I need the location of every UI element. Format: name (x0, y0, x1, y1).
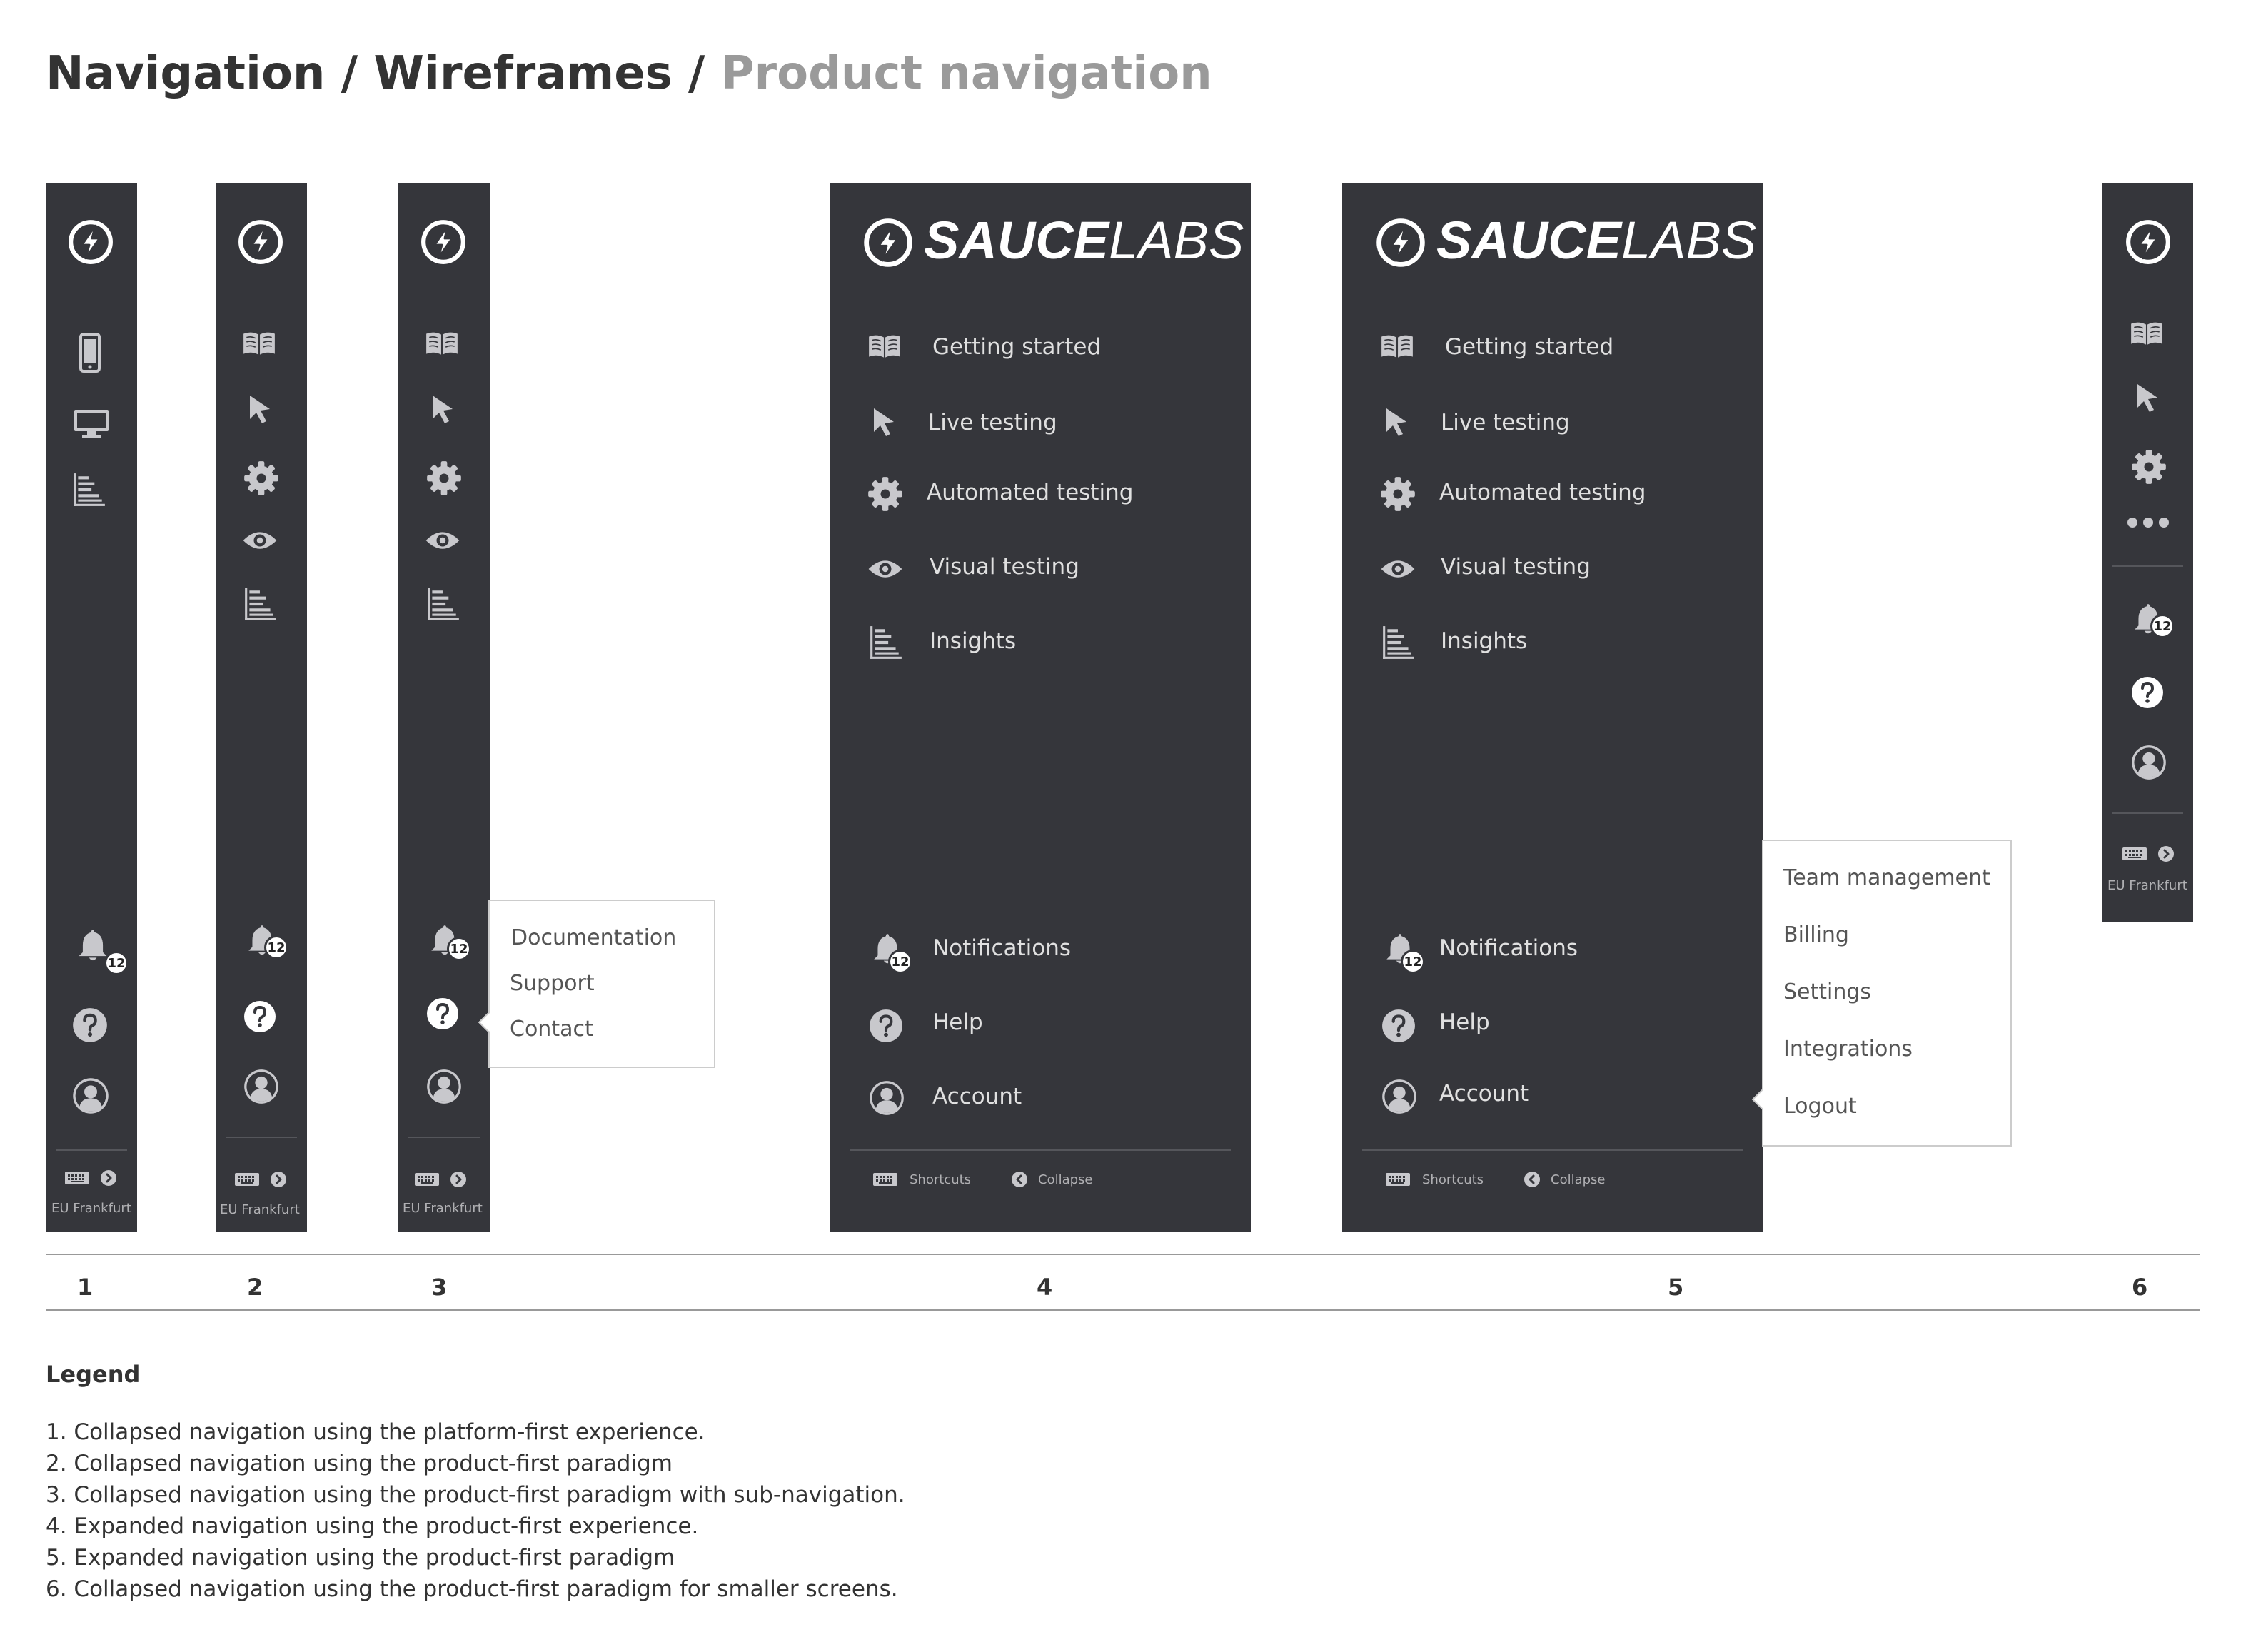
panel-number-2: 2 (247, 1274, 263, 1301)
help-menu-item-contact[interactable]: Contact (510, 1017, 593, 1042)
nav-item-label: Account (932, 1084, 1022, 1109)
legend-item: 4. Expanded navigation using the product-first experience. (46, 1514, 699, 1539)
help-menu-item-documentation[interactable]: Documentation (511, 925, 677, 950)
sauce-logo-icon[interactable] (67, 218, 114, 266)
keyboard-shortcuts-icon[interactable] (234, 1171, 260, 1188)
chart-icon (868, 624, 904, 661)
nav-item-label: Insights (1441, 628, 1528, 654)
getting-started-book-icon[interactable] (2129, 320, 2165, 347)
help-icon (868, 1008, 904, 1044)
sauce-logo-icon[interactable] (862, 217, 914, 268)
nav-divider (2112, 565, 2183, 567)
help-icon[interactable] (425, 997, 460, 1031)
collapse-label: Collapse (1551, 1172, 1606, 1187)
footer-divider (56, 1149, 127, 1151)
account-icon[interactable] (425, 1068, 463, 1105)
account-menu-item-logout[interactable]: Logout (1783, 1094, 1857, 1119)
region-label[interactable]: EU Frankfurt (220, 1202, 300, 1217)
account-icon (868, 1079, 905, 1117)
book-icon (1379, 333, 1415, 360)
sauce-logo-icon[interactable] (420, 218, 467, 266)
nav-panel-3 (398, 183, 490, 1232)
panel-number-5: 5 (1668, 1274, 1684, 1301)
legend-item: 2. Collapsed navigation using the product-first paradigm (46, 1451, 673, 1476)
notification-count-badge: 12 (264, 935, 288, 960)
footer-divider (226, 1137, 297, 1138)
visual-testing-eye-icon[interactable] (424, 528, 461, 553)
nav-item-label: Live testing (1441, 410, 1570, 435)
numbers-top-rule (46, 1254, 2200, 1255)
help-menu-item-support[interactable]: Support (510, 971, 595, 996)
expand-chevron-icon[interactable] (100, 1169, 117, 1187)
legend-item: 3. Collapsed navigation using the product-first paradigm with sub-navigation. (46, 1482, 905, 1508)
account-menu-item-billing[interactable]: Billing (1783, 922, 1849, 947)
region-label[interactable]: EU Frankfurt (51, 1201, 131, 1216)
notification-count-badge: 12 (2150, 614, 2175, 638)
sauce-labs-wordmark (924, 210, 1244, 271)
nav-item-label: Help (932, 1009, 983, 1035)
panel-number-4: 4 (1037, 1274, 1053, 1301)
cursor-icon (870, 406, 898, 438)
legend-list (46, 1416, 905, 1605)
sauce-logo-icon[interactable] (237, 218, 284, 266)
automated-testing-gear-icon[interactable] (243, 460, 280, 497)
wordmark-bold: SAUCE (1436, 211, 1622, 270)
gear-icon (1379, 475, 1416, 513)
nav-item-label: Notifications (932, 935, 1072, 961)
keyboard-shortcuts-icon[interactable] (2122, 845, 2147, 862)
nav-item-label: Getting started (932, 334, 1102, 360)
collapse-chevron-icon (1011, 1171, 1028, 1188)
desktop-icon[interactable] (73, 408, 110, 440)
insights-icon[interactable] (71, 471, 107, 508)
account-menu-item-settings[interactable]: Settings (1783, 979, 1872, 1004)
panel-number-3: 3 (431, 1274, 448, 1301)
legend-item: 6. Collapsed navigation using the product-first paradigm for smaller screens. (46, 1576, 898, 1602)
more-icon[interactable] (2125, 515, 2172, 530)
help-icon (1381, 1008, 1416, 1044)
notification-count-badge: 12 (888, 950, 912, 974)
collapse-label: Collapse (1038, 1172, 1093, 1187)
account-submenu (1762, 840, 2012, 1147)
help-submenu (488, 900, 715, 1068)
numbers-bottom-rule (46, 1309, 2200, 1311)
legend-item: 5. Expanded navigation using the product-first paradigm (46, 1545, 675, 1571)
shortcuts-label: Shortcuts (1422, 1172, 1484, 1187)
region-label[interactable]: EU Frankfurt (403, 1201, 483, 1216)
region-label[interactable]: EU Frankfurt (2107, 878, 2187, 893)
live-testing-cursor-icon[interactable] (2133, 381, 2162, 414)
chart-icon (1381, 624, 1416, 661)
visual-testing-eye-icon[interactable] (241, 528, 278, 553)
footer-divider (2112, 812, 2183, 814)
nav-item-label: Automated testing (1439, 480, 1646, 505)
nav-item-label: Getting started (1445, 334, 1614, 360)
expand-chevron-icon[interactable] (2157, 845, 2175, 862)
nav-item-label: Help (1439, 1009, 1490, 1035)
insights-icon[interactable] (243, 585, 278, 623)
nav-item-label: Automated testing (927, 480, 1134, 505)
footer-divider (1362, 1149, 1743, 1151)
notification-count-badge: 12 (447, 937, 471, 961)
keyboard-icon (1385, 1171, 1411, 1188)
title-breadcrumb: Navigation / Wireframes / (46, 47, 721, 100)
live-testing-cursor-icon[interactable] (428, 393, 457, 425)
sauce-logo-icon[interactable] (2125, 218, 2172, 266)
help-icon[interactable] (2130, 675, 2165, 710)
nav-panel-2 (216, 183, 307, 1232)
page-title (46, 47, 1212, 100)
title-current: Product navigation (720, 47, 1212, 100)
expand-chevron-icon[interactable] (450, 1171, 467, 1188)
nav-item-label: Live testing (928, 410, 1057, 435)
nav-panel-1 (46, 183, 137, 1232)
account-icon[interactable] (2130, 744, 2167, 781)
legend-title: Legend (46, 1361, 141, 1388)
nav-item-label: Visual testing (930, 554, 1079, 580)
keyboard-shortcuts-icon[interactable] (414, 1171, 440, 1188)
keyboard-shortcuts-icon[interactable] (64, 1169, 90, 1187)
nav-panel-5 (1342, 183, 1763, 1232)
account-icon[interactable] (243, 1068, 280, 1105)
help-icon[interactable] (71, 1007, 109, 1044)
footer-divider (408, 1137, 480, 1138)
shortcuts-label: Shortcuts (910, 1172, 972, 1187)
wordmark-light: LABS (1109, 211, 1244, 270)
mobile-icon[interactable] (79, 333, 101, 373)
expand-chevron-icon[interactable] (270, 1171, 287, 1188)
getting-started-book-icon[interactable] (241, 330, 277, 357)
sauce-logo-icon[interactable] (1375, 217, 1426, 268)
wordmark-bold: SAUCE (924, 211, 1109, 270)
nav-item-label: Notifications (1439, 935, 1578, 961)
account-icon (1381, 1078, 1418, 1115)
keyboard-icon (872, 1171, 898, 1188)
panel-number-6: 6 (2132, 1274, 2148, 1301)
notification-count-badge: 12 (104, 951, 129, 975)
nav-item-label: Insights (930, 628, 1017, 654)
account-menu-item-team-management[interactable]: Team management (1783, 865, 1990, 890)
notification-count-badge: 12 (1401, 950, 1425, 974)
cursor-icon (1382, 406, 1411, 438)
automated-testing-gear-icon[interactable] (425, 460, 463, 497)
legend-item: 1. Collapsed navigation using the platform-first experience. (46, 1419, 705, 1445)
account-icon[interactable] (71, 1077, 110, 1115)
nav-panel-6 (2102, 183, 2193, 922)
live-testing-cursor-icon[interactable] (246, 393, 274, 425)
footer-divider (850, 1149, 1231, 1151)
collapse-chevron-icon (1524, 1171, 1541, 1188)
account-menu-item-integrations[interactable]: Integrations (1783, 1037, 1913, 1062)
automated-testing-gear-icon[interactable] (2130, 448, 2167, 485)
nav-panel-4 (830, 183, 1251, 1232)
eye-icon (867, 557, 904, 581)
nav-item-label: Visual testing (1441, 554, 1591, 580)
nav-item-label: Account (1439, 1081, 1529, 1107)
eye-icon (1379, 557, 1416, 581)
gear-icon (867, 475, 904, 513)
help-icon[interactable] (243, 999, 277, 1034)
getting-started-book-icon[interactable] (424, 330, 460, 357)
wordmark-light: LABS (1621, 211, 1757, 270)
panel-number-1: 1 (77, 1274, 94, 1301)
sauce-labs-wordmark (1436, 210, 1756, 271)
insights-icon[interactable] (425, 585, 461, 623)
book-icon (867, 333, 902, 360)
